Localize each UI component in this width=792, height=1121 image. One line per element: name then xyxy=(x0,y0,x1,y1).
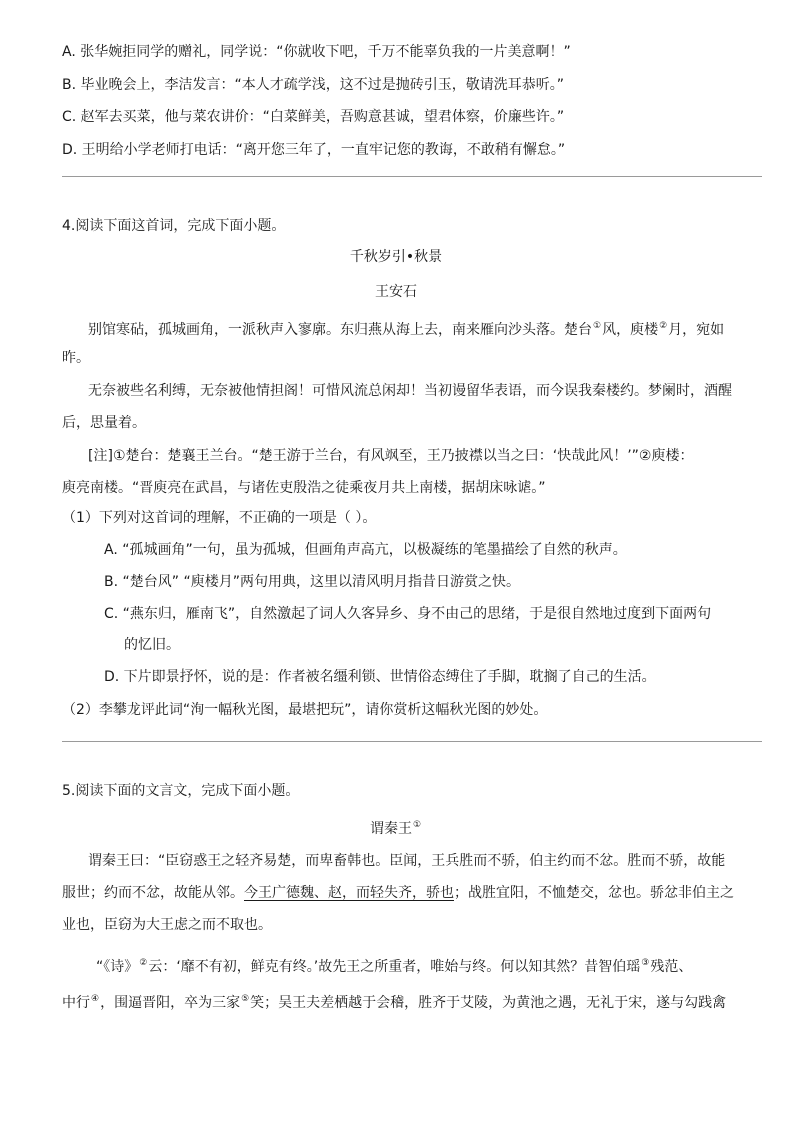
passage-title: 谓秦王① xyxy=(369,820,422,837)
footnote-marker: ② xyxy=(659,321,668,331)
passage-paragraph-2-line-2: 中行④，围逼晋阳，卒为三家⑤笑；吴王夫差栖越于会稽，胜齐于艾陵，为黄池之遇，无礼于宋，遂与勾践禽 xyxy=(62,994,727,1011)
passage-paragraph-1-line-1: 谓秦王曰：“臣窃惑王之轻齐易楚，而卑畜韩也。臣闻，王兵胜而不骄，伯主约而不忿。胜而不骄，故能 xyxy=(88,853,726,869)
footnote-marker: ② xyxy=(139,958,148,968)
footnote-marker: ③ xyxy=(641,958,650,968)
q4-heading: 4.阅读下面这首词，完成下面小题。 xyxy=(62,218,286,234)
poem-title: 千秋岁引•秋景 xyxy=(349,249,443,265)
poem-paragraph-2-line-2: 后，思量着。 xyxy=(62,415,146,431)
q3-option-a: A. 张华婉拒同学的赠礼，同学说：“你就收下吧，千万不能辜负我的一片美意啊！” xyxy=(62,44,571,60)
passage-paragraph-1-line-3: 业也，臣窃为大王虑之而不取也。 xyxy=(62,917,272,933)
q4-subquestion-2: （2）李攀龙评此词“洵一幅秋光图，最堪把玩”，请你赏析这幅秋光图的妙处。 xyxy=(62,702,548,718)
underlined-sentence: 今王广德魏、赵，而轻失齐，骄也 xyxy=(244,885,454,901)
sub1-option-c: C. “燕东归，雁南飞”，自然激起了词人久客异乡、身不由己的思绪，于是很自然地过度到下面两句 xyxy=(104,606,712,622)
footnote-marker: ① xyxy=(593,321,602,331)
sub1-option-d: D. 下片即景抒怀，说的是：作者被名缰利锁、世情俗态缚住了手脚，耽搁了自己的生活。 xyxy=(104,669,656,685)
footnote-marker: ⑤ xyxy=(241,994,250,1004)
q3-option-d: D. 王明给小学老师打电话：“离开您三年了，一直牢记您的教诲，不敢稍有懈怠。” xyxy=(62,142,566,158)
divider xyxy=(62,176,762,177)
sub1-option-c-continued: 的忆旧。 xyxy=(124,637,180,653)
poem-note-line-2: 庾亮南楼。“晋庾亮在武昌，与诸佐吏殷浩之徒乘夜月共上南楼，据胡床咏谑。” xyxy=(62,480,546,496)
footnote-marker: ① xyxy=(412,820,422,830)
poem-paragraph-1-line-1: 别馆寒砧，孤城画角，一派秋声入寥廓。东归燕从海上去，南来雁向沙头落。楚台①风，庾楼②月，宛如 xyxy=(88,321,725,338)
poem-author: 王安石 xyxy=(375,284,417,300)
q4-subquestion-1: （1）下列对这首词的理解，不正确的一项是（ ）。 xyxy=(62,510,377,526)
q3-option-b: B. 毕业晚会上，李洁发言：“本人才疏学浅，这不过是抛砖引玉，敬请洗耳恭听。” xyxy=(62,77,565,93)
poem-paragraph-1-line-2: 昨。 xyxy=(62,350,90,366)
poem-paragraph-2-line-1: 无奈被些名利缚，无奈被他情担阁！可惜风流总闲却！当初谩留华表语，而今误我秦楼约。梦阑时，酒醒 xyxy=(88,383,732,399)
q5-heading: 5.阅读下面的文言文，完成下面小题。 xyxy=(62,783,300,799)
q3-option-c: C. 赵军去买菜，他与菜农讲价：“白菜鲜美，吾购意甚诚，望君体察，价廉些许。” xyxy=(62,109,565,125)
poem-note-line-1: [注]①楚台：楚襄王兰台。“楚王游于兰台，有风飒至，王乃披襟以当之曰：‘快哉此风！’”②庾楼： xyxy=(88,448,694,464)
passage-paragraph-1-line-2: 服世；约而不忿，故能从邻。今王广德魏、赵，而轻失齐，骄也；战胜宜阳，不恤楚交，忿也。骄忿非伯主之 xyxy=(62,885,734,901)
passage-paragraph-2-line-1: “《诗》②云：‘靡不有初，鲜克有终。’故先王之所重者，唯始与终。何以知其然？昔智伯瑶③残范、 xyxy=(96,958,693,975)
divider xyxy=(62,741,762,742)
sub1-option-b: B. “楚台风” “庾楼月”两句用典，这里以清风明月指昔日游赏之快。 xyxy=(104,574,520,590)
footnote-marker: ④ xyxy=(91,994,100,1004)
sub1-option-a: A. “孤城画角”一句，虽为孤城，但画角声高亢，以极凝练的笔墨描绘了自然的秋声。 xyxy=(104,542,627,558)
